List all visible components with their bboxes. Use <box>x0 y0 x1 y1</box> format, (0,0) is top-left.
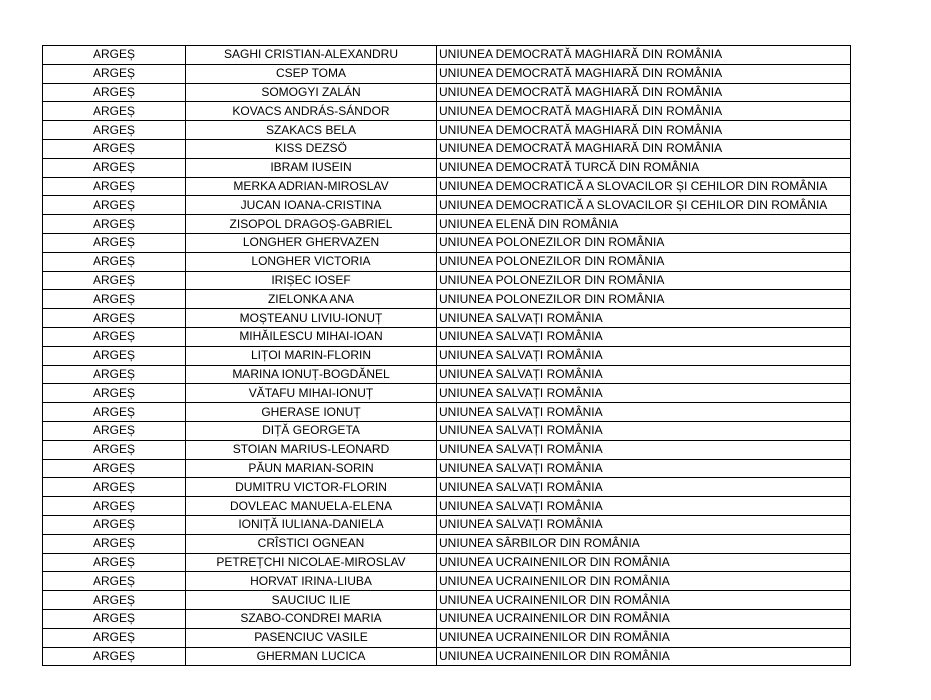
party-cell: UNIUNEA SALVAȚI ROMÂNIA <box>437 403 851 422</box>
party-cell: UNIUNEA ELENĂ DIN ROMÂNIA <box>437 215 851 234</box>
party-cell: UNIUNEA POLONEZILOR DIN ROMÂNIA <box>437 290 851 309</box>
party-cell: UNIUNEA UCRAINENILOR DIN ROMÂNIA <box>437 572 851 591</box>
table-row <box>43 83 851 102</box>
county-cell: ARGEȘ <box>43 591 186 610</box>
county-cell: ARGEȘ <box>43 346 186 365</box>
party-cell: UNIUNEA SALVAȚI ROMÂNIA <box>437 497 851 516</box>
county-cell: ARGEȘ <box>43 440 186 459</box>
candidate-name-cell: LONGHER GHERVAZEN <box>186 233 437 252</box>
candidate-name-cell: MERKA ADRIAN-MIROSLAV <box>186 177 437 196</box>
candidate-name-cell: IBRAM IUSEIN <box>186 158 437 177</box>
candidate-name-cell: KOVACS ANDRÁS-SÁNDOR <box>186 102 437 121</box>
county-cell: ARGEȘ <box>43 121 186 140</box>
county-cell: ARGEȘ <box>43 534 186 553</box>
candidate-name-cell: IRIȘEC IOSEF <box>186 271 437 290</box>
party-cell: UNIUNEA POLONEZILOR DIN ROMÂNIA <box>437 252 851 271</box>
candidate-name-cell: DOVLEAC MANUELA-ELENA <box>186 497 437 516</box>
table-row <box>43 102 851 121</box>
party-cell: UNIUNEA DEMOCRATĂ MAGHIARĂ DIN ROMÂNIA <box>437 139 851 158</box>
candidate-name-cell: LIȚOI MARIN-FLORIN <box>186 346 437 365</box>
candidate-name-cell: PĂUN MARIAN-SORIN <box>186 459 437 478</box>
candidate-name-cell: DIȚĂ GEORGETA <box>186 421 437 440</box>
county-cell: ARGEȘ <box>43 196 186 215</box>
party-cell: UNIUNEA DEMOCRATICĂ A SLOVACILOR ȘI CEHILOR DIN ROMÂNIA <box>437 177 851 196</box>
table-row <box>43 139 851 158</box>
table-row <box>43 553 851 572</box>
county-cell: ARGEȘ <box>43 252 186 271</box>
candidate-name-cell: SAUCIUC ILIE <box>186 591 437 610</box>
party-cell: UNIUNEA DEMOCRATĂ MAGHIARĂ DIN ROMÂNIA <box>437 83 851 102</box>
table-row <box>43 252 851 271</box>
candidate-name-cell: SZAKACS BELA <box>186 121 437 140</box>
candidate-name-cell: JUCAN IOANA-CRISTINA <box>186 196 437 215</box>
candidate-name-cell: CSEP TOMA <box>186 64 437 83</box>
candidate-name-cell: HORVAT IRINA-LIUBA <box>186 572 437 591</box>
table-row <box>43 515 851 534</box>
table-row <box>43 478 851 497</box>
party-cell: UNIUNEA SALVAȚI ROMÂNIA <box>437 440 851 459</box>
county-cell: ARGEȘ <box>43 515 186 534</box>
table-row <box>43 327 851 346</box>
candidate-name-cell: ZISOPOL DRAGOȘ-GABRIEL <box>186 215 437 234</box>
county-cell: ARGEȘ <box>43 309 186 328</box>
table-row <box>43 572 851 591</box>
party-cell: UNIUNEA SALVAȚI ROMÂNIA <box>437 421 851 440</box>
county-cell: ARGEȘ <box>43 365 186 384</box>
candidate-name-cell: GHERASE IONUȚ <box>186 403 437 422</box>
table-row <box>43 309 851 328</box>
party-cell: UNIUNEA SALVAȚI ROMÂNIA <box>437 478 851 497</box>
table-row <box>43 177 851 196</box>
party-cell: UNIUNEA DEMOCRATĂ MAGHIARĂ DIN ROMÂNIA <box>437 121 851 140</box>
table-row <box>43 497 851 516</box>
county-cell: ARGEȘ <box>43 233 186 252</box>
table-row <box>43 64 851 83</box>
candidate-name-cell: LONGHER VICTORIA <box>186 252 437 271</box>
county-cell: ARGEȘ <box>43 139 186 158</box>
county-cell: ARGEȘ <box>43 628 186 647</box>
county-cell: ARGEȘ <box>43 83 186 102</box>
table-row <box>43 403 851 422</box>
candidate-table-body <box>43 46 851 666</box>
county-cell: ARGEȘ <box>43 158 186 177</box>
county-cell: ARGEȘ <box>43 497 186 516</box>
county-cell: ARGEȘ <box>43 572 186 591</box>
party-cell: UNIUNEA SALVAȚI ROMÂNIA <box>437 384 851 403</box>
county-cell: ARGEȘ <box>43 290 186 309</box>
table-row <box>43 196 851 215</box>
county-cell: ARGEȘ <box>43 609 186 628</box>
county-cell: ARGEȘ <box>43 459 186 478</box>
party-cell: UNIUNEA DEMOCRATĂ TURCĂ DIN ROMÂNIA <box>437 158 851 177</box>
table-row <box>43 365 851 384</box>
party-cell: UNIUNEA DEMOCRATICĂ A SLOVACILOR ȘI CEHILOR DIN ROMÂNIA <box>437 196 851 215</box>
party-cell: UNIUNEA POLONEZILOR DIN ROMÂNIA <box>437 271 851 290</box>
candidate-name-cell: KISS DEZSÖ <box>186 139 437 158</box>
county-cell: ARGEȘ <box>43 384 186 403</box>
party-cell: UNIUNEA SALVAȚI ROMÂNIA <box>437 365 851 384</box>
candidate-table-container <box>42 45 851 666</box>
county-cell: ARGEȘ <box>43 327 186 346</box>
table-row <box>43 609 851 628</box>
candidate-name-cell: MARINA IONUȚ-BOGDĂNEL <box>186 365 437 384</box>
candidate-name-cell: PASENCIUC VASILE <box>186 628 437 647</box>
table-row <box>43 121 851 140</box>
table-row <box>43 591 851 610</box>
party-cell: UNIUNEA SALVAȚI ROMÂNIA <box>437 346 851 365</box>
candidate-name-cell: ZIELONKA ANA <box>186 290 437 309</box>
party-cell: UNIUNEA SALVAȚI ROMÂNIA <box>437 327 851 346</box>
party-cell: UNIUNEA SALVAȚI ROMÂNIA <box>437 309 851 328</box>
party-cell: UNIUNEA POLONEZILOR DIN ROMÂNIA <box>437 233 851 252</box>
party-cell: UNIUNEA UCRAINENILOR DIN ROMÂNIA <box>437 609 851 628</box>
candidate-name-cell: DUMITRU VICTOR-FLORIN <box>186 478 437 497</box>
candidate-name-cell: MOȘTEANU LIVIU-IONUȚ <box>186 309 437 328</box>
party-cell: UNIUNEA SALVAȚI ROMÂNIA <box>437 515 851 534</box>
table-row <box>43 459 851 478</box>
county-cell: ARGEȘ <box>43 177 186 196</box>
table-row <box>43 628 851 647</box>
table-row <box>43 421 851 440</box>
candidate-name-cell: SOMOGYI ZALÁN <box>186 83 437 102</box>
party-cell: UNIUNEA DEMOCRATĂ MAGHIARĂ DIN ROMÂNIA <box>437 64 851 83</box>
county-cell: ARGEȘ <box>43 102 186 121</box>
party-cell: UNIUNEA SÂRBILOR DIN ROMÂNIA <box>437 534 851 553</box>
party-cell: UNIUNEA UCRAINENILOR DIN ROMÂNIA <box>437 591 851 610</box>
candidate-name-cell: SZABO-CONDREI MARIA <box>186 609 437 628</box>
candidate-name-cell: VĂTAFU MIHAI-IONUȚ <box>186 384 437 403</box>
table-row <box>43 534 851 553</box>
table-row <box>43 440 851 459</box>
table-row <box>43 46 851 65</box>
candidate-name-cell: SAGHI CRISTIAN-ALEXANDRU <box>186 46 437 65</box>
table-row <box>43 215 851 234</box>
party-cell: UNIUNEA DEMOCRATĂ MAGHIARĂ DIN ROMÂNIA <box>437 102 851 121</box>
table-row <box>43 346 851 365</box>
county-cell: ARGEȘ <box>43 647 186 666</box>
table-row <box>43 271 851 290</box>
county-cell: ARGEȘ <box>43 271 186 290</box>
party-cell: UNIUNEA UCRAINENILOR DIN ROMÂNIA <box>437 628 851 647</box>
county-cell: ARGEȘ <box>43 64 186 83</box>
party-cell: UNIUNEA UCRAINENILOR DIN ROMÂNIA <box>437 553 851 572</box>
candidate-name-cell: IONIȚĂ IULIANA-DANIELA <box>186 515 437 534</box>
county-cell: ARGEȘ <box>43 215 186 234</box>
table-row <box>43 647 851 666</box>
party-cell: UNIUNEA UCRAINENILOR DIN ROMÂNIA <box>437 647 851 666</box>
candidate-table <box>42 45 851 666</box>
candidate-name-cell: MIHĂILESCU MIHAI-IOAN <box>186 327 437 346</box>
county-cell: ARGEȘ <box>43 46 186 65</box>
candidate-name-cell: GHERMAN LUCICA <box>186 647 437 666</box>
table-row <box>43 290 851 309</box>
county-cell: ARGEȘ <box>43 421 186 440</box>
candidate-name-cell: CRÎSTICI OGNEAN <box>186 534 437 553</box>
party-cell: UNIUNEA DEMOCRATĂ MAGHIARĂ DIN ROMÂNIA <box>437 46 851 65</box>
table-row <box>43 233 851 252</box>
candidate-name-cell: STOIAN MARIUS-LEONARD <box>186 440 437 459</box>
county-cell: ARGEȘ <box>43 478 186 497</box>
county-cell: ARGEȘ <box>43 403 186 422</box>
table-row <box>43 158 851 177</box>
party-cell: UNIUNEA SALVAȚI ROMÂNIA <box>437 459 851 478</box>
county-cell: ARGEȘ <box>43 553 186 572</box>
table-row <box>43 384 851 403</box>
candidate-name-cell: PETREȚCHI NICOLAE-MIROSLAV <box>186 553 437 572</box>
